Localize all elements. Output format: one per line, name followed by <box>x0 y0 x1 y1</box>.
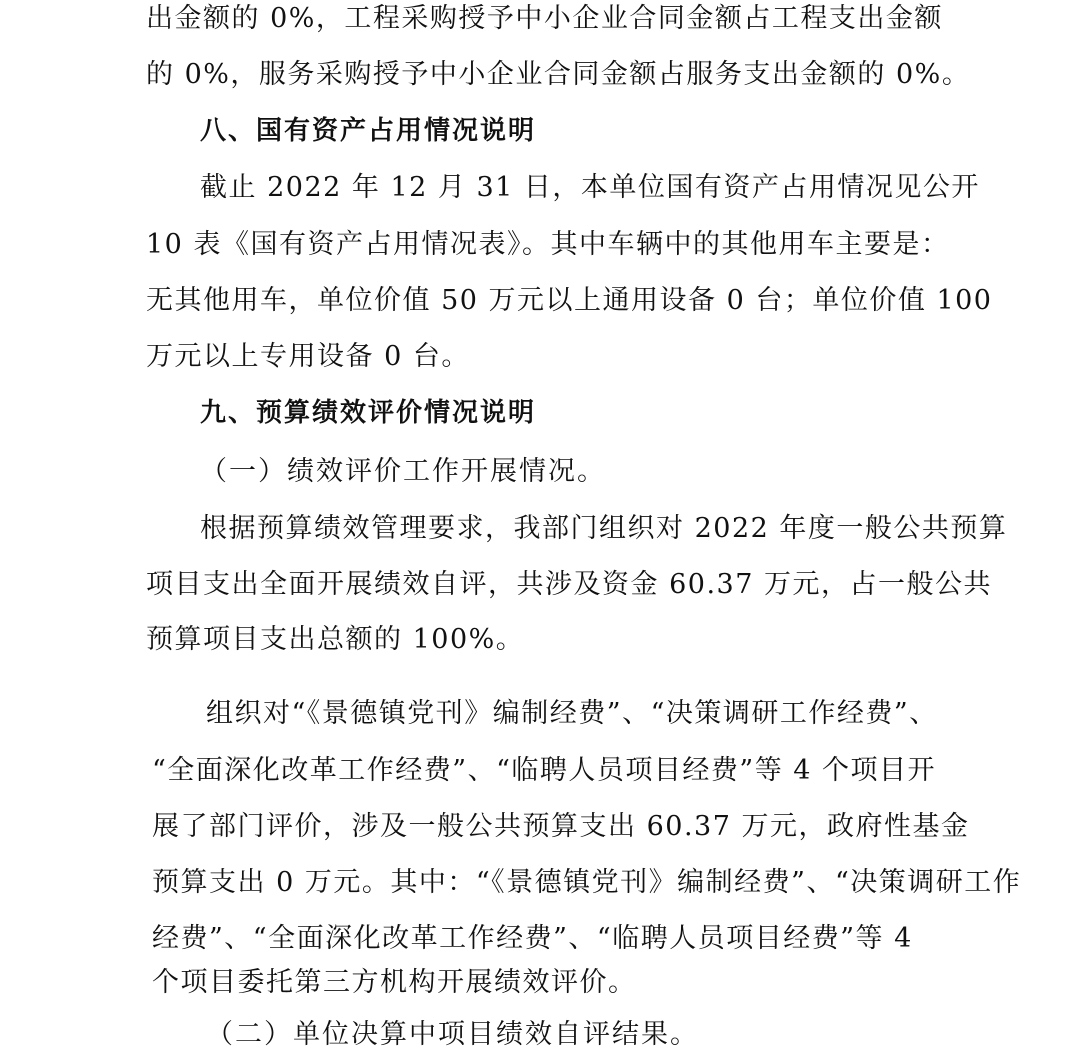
body-text-line: 个项目委托第三方机构开展绩效评价。 <box>152 967 637 998</box>
body-text-line: 截止 2022 年 12 月 31 日，本单位国有资产占用情况见公开 <box>200 172 980 203</box>
body-text-line: 万元以上专用设备 0 台。 <box>146 341 470 372</box>
body-text-line: 经费”、“全面深化改革工作经费”、“临聘人员项目经费”等 4 <box>152 923 913 954</box>
section-heading-8: 八、国有资产占用情况说明 <box>200 116 537 146</box>
body-text-line: 出金额的 0%，工程采购授予中小企业合同金额占工程支出金额 <box>146 3 943 34</box>
body-text-line: 预算项目支出总额的 100%。 <box>146 624 525 655</box>
body-text-line: 无其他用车，单位价值 50 万元以上通用设备 0 台；单位价值 100 <box>146 285 993 316</box>
body-text-line: “全面深化改革工作经费”、“临聘人员项目经费”等 4 个项目开 <box>152 755 937 786</box>
body-text-line: 10 表《国有资产占用情况表》。其中车辆中的其他用车主要是： <box>146 229 950 260</box>
body-text-line: 组织对“《景德镇党刊》编制经费”、“决策调研工作经费”、 <box>206 698 938 729</box>
body-text-line: 预算支出 0 万元。其中：“《景德镇党刊》编制经费”、“决策调研工作 <box>152 867 1022 898</box>
section-heading-9: 九、预算绩效评价情况说明 <box>200 398 537 428</box>
body-text-line: 项目支出全面开展绩效自评，共涉及资金 60.37 万元，占一般公共 <box>146 569 992 600</box>
subsection-heading-1: （一）绩效评价工作开展情况。 <box>200 456 606 487</box>
body-text-line: 根据预算绩效管理要求，我部门组织对 2022 年度一般公共预算 <box>200 513 1008 544</box>
body-text-line: 展了部门评价，涉及一般公共预算支出 60.37 万元，政府性基金 <box>152 811 970 842</box>
body-text-line: 的 0%，服务采购授予中小企业合同金额占服务支出金额的 0%。 <box>146 59 971 90</box>
subsection-heading-2: （二）单位决算中项目绩效自评结果。 <box>206 1019 699 1050</box>
